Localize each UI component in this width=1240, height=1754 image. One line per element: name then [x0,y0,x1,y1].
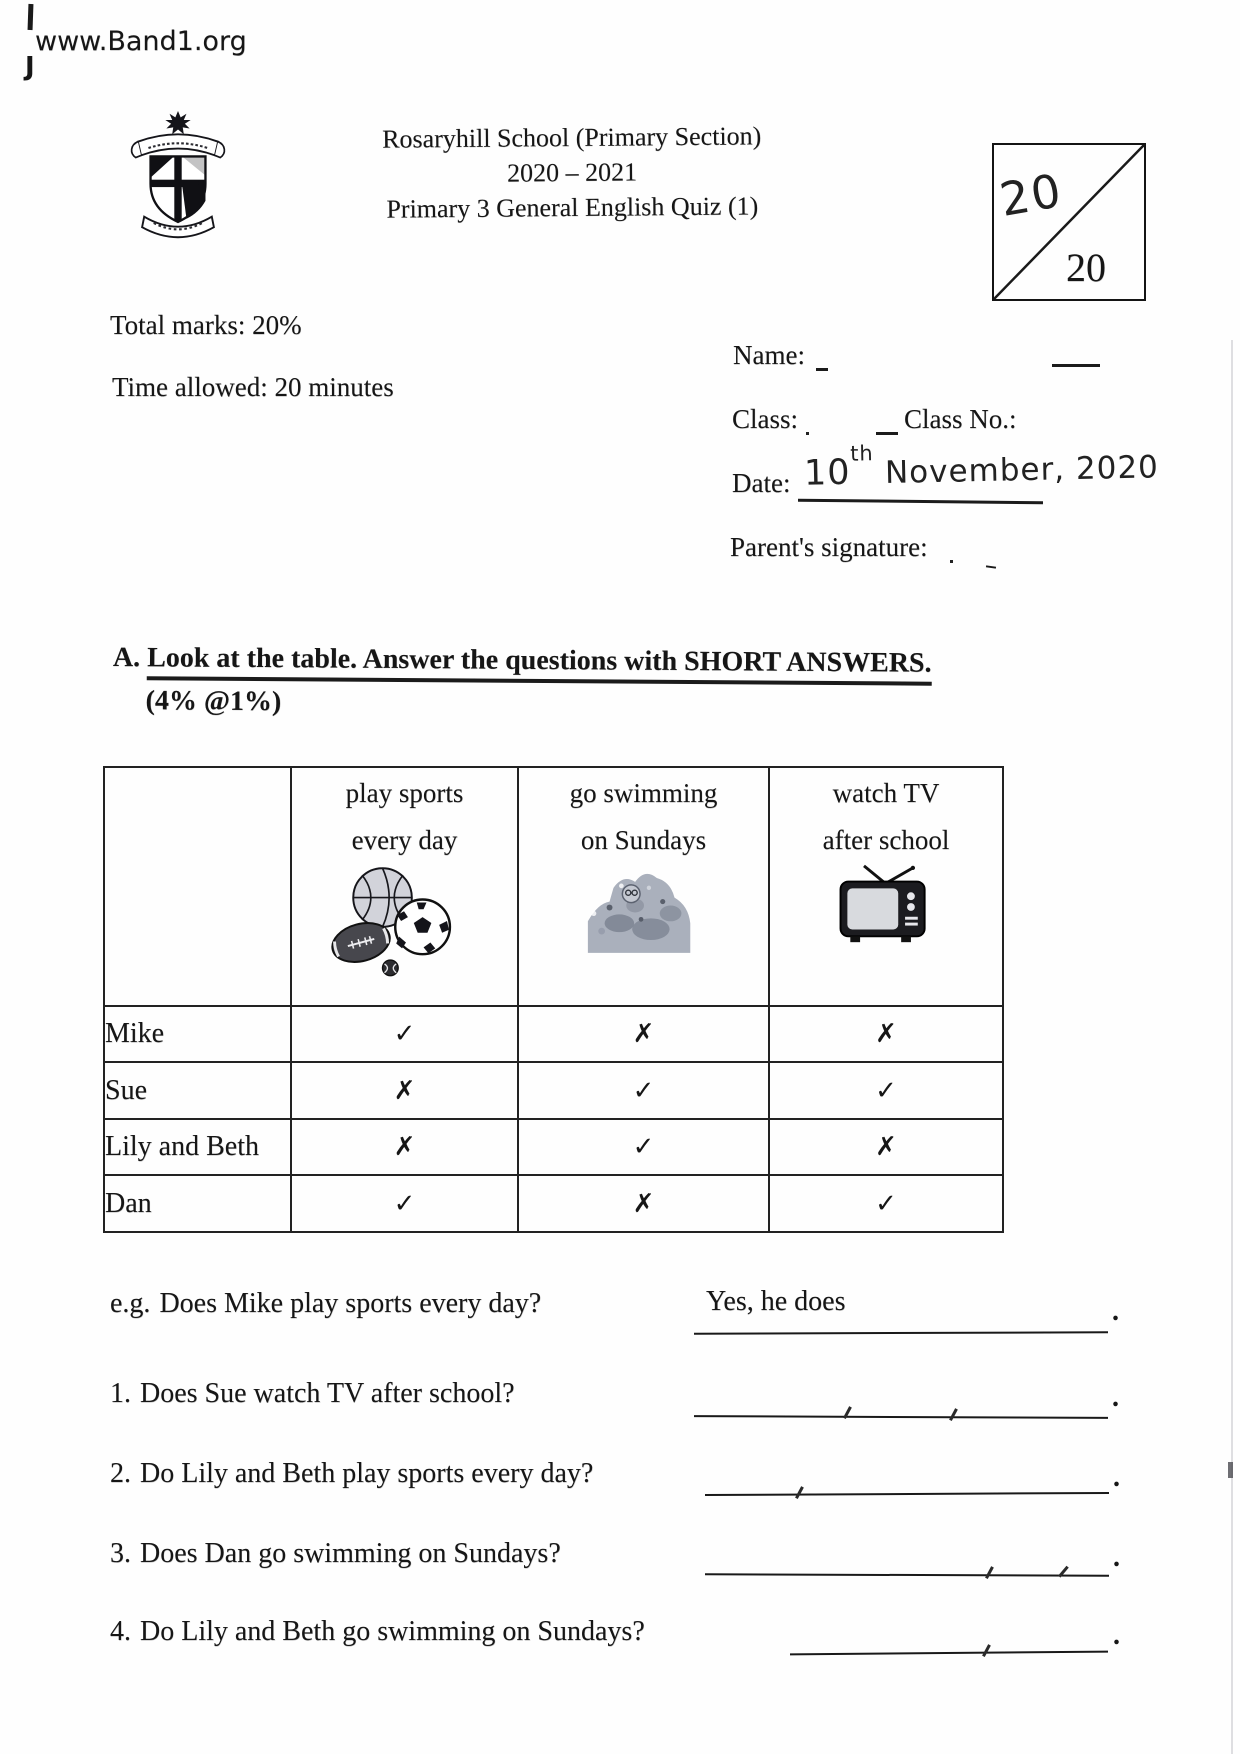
mark-cell: ✗ [769,1119,1003,1175]
question-label: 1. [110,1378,131,1409]
section-index: A. [112,642,141,674]
name-label: Name: [733,340,805,370]
question-text: Do Lily and Beth play sports every day? [140,1458,594,1489]
row-name: Mike [104,1006,291,1062]
question-label: 4. [110,1616,131,1647]
question-label: 2. [110,1458,131,1489]
score-total: 20 [1066,245,1106,290]
answer-line [790,1651,1108,1656]
table-row [104,1175,1003,1232]
column-title: after school [822,825,950,855]
column-header-go-swimming [518,767,769,1006]
mark-cell: ✓ [518,1062,769,1119]
mark-cell: ✗ [291,1119,518,1175]
signature-blank-mark [950,560,953,563]
date-suffix: th [849,440,874,466]
swimming-icon [519,862,768,961]
school-crest-logo [122,110,234,247]
quiz-title: Primary 3 General English Quiz (1) [386,191,759,224]
question-4 [110,1616,645,1648]
question-example [110,1288,541,1320]
question-text: Does Mike play sports every day? [159,1288,542,1319]
date-rest: November, 2020 [884,449,1160,492]
question-3 [110,1538,561,1570]
section-marks-note: (4% @1%) [145,685,282,718]
column-title: on Sundays [580,825,707,855]
mark-cell: ✓ [769,1175,1003,1232]
column-header-play-sports [291,767,518,1006]
row-name: Sue [104,1062,291,1119]
class-label: Class: [732,404,799,434]
pen-stray-mark [795,1486,803,1499]
answer-line-period: . [1112,1382,1119,1413]
parent-signature-label: Parent's signature: [730,532,928,562]
date-blank-line [798,499,1043,504]
answer-line-period: . [1113,1542,1120,1573]
answer-line [694,1331,1108,1334]
example-answer: Yes, he does [706,1286,846,1317]
class-blank-mark [806,432,809,435]
pen-stray-mark [949,1408,957,1421]
name-blank-line [1052,364,1100,367]
class-blank-line [876,432,898,435]
question-label: e.g. [110,1288,151,1319]
mark-cell: ✗ [291,1062,518,1119]
paper-header [332,118,813,227]
mark-cell: ✓ [518,1119,769,1175]
mark-cell: ✗ [518,1175,769,1232]
answer-line-period: . [1112,1296,1119,1327]
question-1 [110,1378,515,1410]
column-header-watch-tv [769,767,1003,1006]
question-2 [110,1458,593,1490]
table-row [104,1062,1003,1119]
activity-table [103,766,1004,1233]
class-no-label: Class No.: [904,404,1017,434]
mark-cell: ✓ [291,1175,518,1232]
school-name: Rosaryhill School (Primary Section) [382,121,762,154]
answer-line-period: . [1113,1462,1120,1493]
question-text: Does Dan go swimming on Sundays? [140,1538,561,1569]
column-title: every day [351,825,458,855]
mark-cell: ✓ [291,1006,518,1062]
sports-balls-icon [292,862,517,985]
answer-line [705,1492,1109,1496]
scan-artifact [28,4,34,30]
answer-line-period: . [1113,1620,1120,1651]
table-row [104,1006,1003,1062]
date-label: Date: [732,468,791,498]
answer-line [705,1573,1109,1576]
column-title: play sports [345,778,464,808]
scan-edge-mark [1228,1462,1233,1478]
name-blank-mark [816,368,828,371]
row-name: Dan [104,1175,291,1232]
row-name: Lily and Beth [104,1119,291,1175]
table-row [104,1119,1003,1175]
scan-edge-artifact [1231,340,1233,1754]
watermark-url: www.Band1.org [35,26,247,57]
mark-cell: ✓ [769,1062,1003,1119]
school-year: 2020 – 2021 [506,157,638,188]
pen-stray-mark [982,1644,990,1657]
column-title: go swimming [569,778,718,808]
tv-icon [770,862,1002,955]
total-marks-label: Total marks: 20% [110,310,302,340]
signature-blank-dash [986,565,996,568]
column-title: watch TV [832,778,940,808]
table-corner-cell [104,767,291,1006]
time-allowed-label: Time allowed: 20 minutes [112,372,394,402]
section-a-heading [112,642,931,723]
answer-line [694,1415,1108,1419]
date-day: 10 [803,452,851,494]
score-handwritten: 20 [995,162,1067,228]
mark-cell: ✗ [518,1006,769,1062]
scan-artifact-glyph: J [25,52,35,82]
section-title: Look at the table. Answer the questions with SHORT ANSWERS. [147,642,932,685]
date-handwritten [803,440,1160,494]
question-label: 3. [110,1538,131,1569]
pen-stray-mark [985,1566,993,1579]
question-text: Do Lily and Beth go swimming on Sundays? [140,1616,645,1647]
mark-cell: ✗ [769,1006,1003,1062]
question-text: Does Sue watch TV after school? [140,1378,515,1409]
